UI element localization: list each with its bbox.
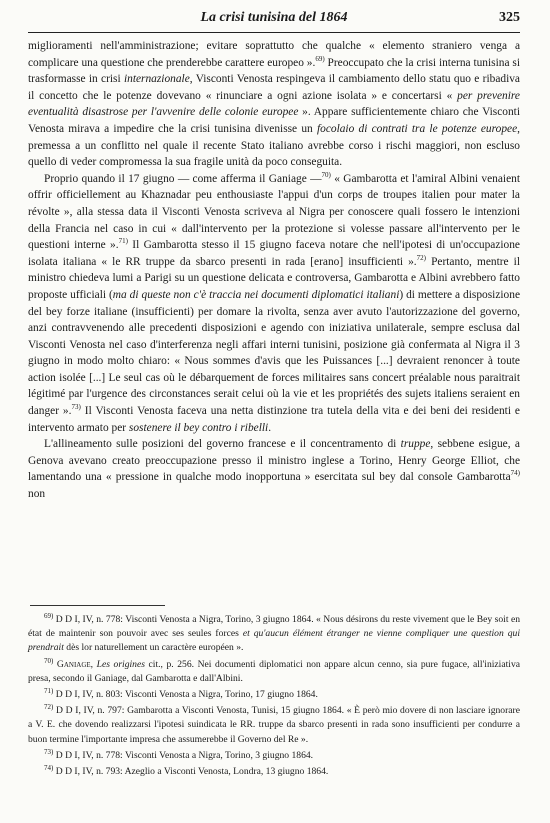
main-text <box>28 38 520 503</box>
italic-run: per prevenire eventualità disastrose per l'avvenire delle colonie europee <box>28 89 520 119</box>
text-run: non <box>28 488 46 501</box>
italic-run: focolaio di contrati tra le potenze europee <box>316 122 518 135</box>
footnote-number: 72) <box>44 703 54 712</box>
italic-run: ma di queste non c'è traccia nei documenti diplomatici italiani <box>112 288 400 301</box>
footnote-70 <box>28 658 520 686</box>
text-run: ) di mettere a disposizione del bey forze italiane (insufficienti) per domare la rivolta, senza aver avuto l'autorizzazione del governo, anzi contravvenendo alle precedenti disposizioni e agendo con iniziativa unilaterale, sempre esclusa dal Visconti Venosta nel caso d'interferenza negli affari interni tunisini, posizione già confermata al Nigra il 3 giugno in modo molto chiaro: « Nous sommes d'avis que les Puissances [...] devraient renoncer à toute action isolée [...] Le seul cas où le débarquement de forces militaires sans concert préalable nous paraitrait légitimé par l'urgence des circonstances serait celui où la vie et les propriétés des sujets italiens seraient en danger ». <box>28 288 520 418</box>
footnote-ref-73: 73) <box>71 403 81 412</box>
paragraph-3 <box>28 436 520 502</box>
text-run: Il Visconti Venosta faceva una netta distinzione tra tutela della vita e dei beni dei residenti e intervento armato per <box>28 405 520 434</box>
italic-run: sostenere il bey contro i ribelli <box>128 421 269 434</box>
italic-run: truppe <box>400 438 431 451</box>
text-run: D D I, IV, n. 803: Visconti Venosta a Nigra, Torino, 17 giugno 1864. <box>53 689 318 701</box>
text-run: Pertanto, mentre il ministro chiedeva lumi a Parigi su un questione delicata e controversa, Gambarotta e Albini avrebbero fatto proposte ufficiali ( <box>28 255 520 301</box>
footnote-ref-72: 72) <box>416 253 427 262</box>
footnote-ref-69: 69) <box>315 54 325 63</box>
italic-run: et qu'aucun élément étranger ne vienne compliquer une question qui prendrait <box>28 628 520 654</box>
footnote-ref-74: 74) <box>510 469 520 478</box>
footnote-ref-70: 70) <box>321 170 331 179</box>
text-run: , sebbene esigue, a Genova avevano creato preoccupazione presso il ministro inglese a Torino, Henry George Elliot, che lamentando una « pressione in qualche modo inopportuna » esercitata sul bey dal console Gambarotta <box>28 438 520 484</box>
footnote-number: 71) <box>44 686 54 695</box>
text-run: . <box>268 421 272 434</box>
text-run: D D I, IV, n. 797: Gambarotta a Visconti Venosta, Tunisi, 15 giugno 1864. « È però mio dovere di non lasciare ignorare a V. E. che dovendo realizzarsi l'ipotesi suindicata le RR. truppe da sbarco presenti in rada sono insufficienti per condurre a buon termine l'importante impresa che assumerebbe il Governo del Re ». <box>28 705 520 745</box>
footnote-number: 70) <box>44 656 54 665</box>
text-run: D D I, IV, n. 778: Visconti Venosta a Nigra, Torino, 3 giugno 1864. <box>53 749 314 761</box>
text-run: « Gambarotta et l'amiral Albini venaient offrir officiellement au Khaznadar peu enthousiaste l'appui d'un corps de troupes italien pour mater la révolte », alla stessa data il Visconti Venosta scriveva al Nigra per conoscere quali fossero le intenzioni della Francia nel caso in cui « dall'intervento per la protezione si volesse passare all'intervento per le questioni interne ». <box>28 172 520 252</box>
text-run: , Visconti Venosta respingeva il cambiamento dello statu quo e ribadiva il concetto che le potenze dovevano « rinunciare a ogni azione isolata » e concertarsi « <box>28 73 520 102</box>
text-run: D D I, IV, n. 793: Azeglio a Visconti Venosta, Londra, 13 giugno 1864. <box>53 766 329 778</box>
italic-run: , Les origines <box>90 658 145 670</box>
running-title: La crisi tunisina del 1864 <box>200 10 348 25</box>
running-header <box>28 8 520 33</box>
footnote-number: 74) <box>44 763 54 772</box>
footnote-69 <box>28 613 520 656</box>
footnote-ref-71: 71) <box>118 237 128 246</box>
footnote-divider <box>30 605 165 606</box>
page-number: 325 <box>499 10 520 25</box>
footnote-73 <box>28 749 520 763</box>
footnote-71 <box>28 688 520 702</box>
text-run: Il Gambarotta stesso il 15 giugno faceva notare che nell'ipotesi di un'occupazione isolata italiana « le RR truppe da sbarco presenti in rada [erano] insufficienti ». <box>28 239 520 268</box>
paragraph-2 <box>28 171 520 437</box>
text-run: , premessa a un conflitto nel quale il recente Stato italiano avrebbe corso i rischi maggiori, non escluso quello di veder compromessa la sua fragile unità da poco conseguita. <box>28 122 520 169</box>
text-run: L'allineamento sulle posizioni del governo francese e il concentramento di <box>44 438 401 451</box>
text-run: Preoccupato che la crisi interna tunisina si trasformasse in crisi <box>28 56 520 86</box>
text-run: dès lor naturellement un caractère européen ». <box>63 642 244 654</box>
footnote-number: 69) <box>44 611 54 620</box>
text-run: cit., p. 256. Nei documenti diplomatici non appare alcun cenno, sia pure fugace, all'iniziativa presa, secondo il Ganiage, dal Gambarotta e dall'Albini. <box>28 658 520 684</box>
footnote-72 <box>28 704 520 747</box>
footnotes <box>28 613 520 781</box>
footnote-74 <box>28 765 520 779</box>
author-name: Ganiage <box>53 658 91 670</box>
text-run: ». Appare sufficientemente chiaro che Visconti Venosta mirava a impedire che la crisi tunisina divenisse un <box>28 106 520 135</box>
text-run: miglioramenti nell'amministrazione; evitare soprattutto che qualche « elemento straniero venga a complicare una questione che prenderebbe carattere europeo ». <box>28 40 520 69</box>
italic-run: internazionale <box>123 73 190 86</box>
text-run: D D I, IV, n. 778: Visconti Venosta a Nigra, Torino, 3 giugno 1864. « Nous désirons du reste vivement que le Bey soit en état de maintenir son pouvoir avec ses seules forces <box>28 614 520 640</box>
paragraph-1 <box>28 38 520 171</box>
footnote-number: 73) <box>44 747 54 756</box>
text-run: Proprio quando il 17 giugno — come afferma il Ganiage — <box>44 172 322 185</box>
